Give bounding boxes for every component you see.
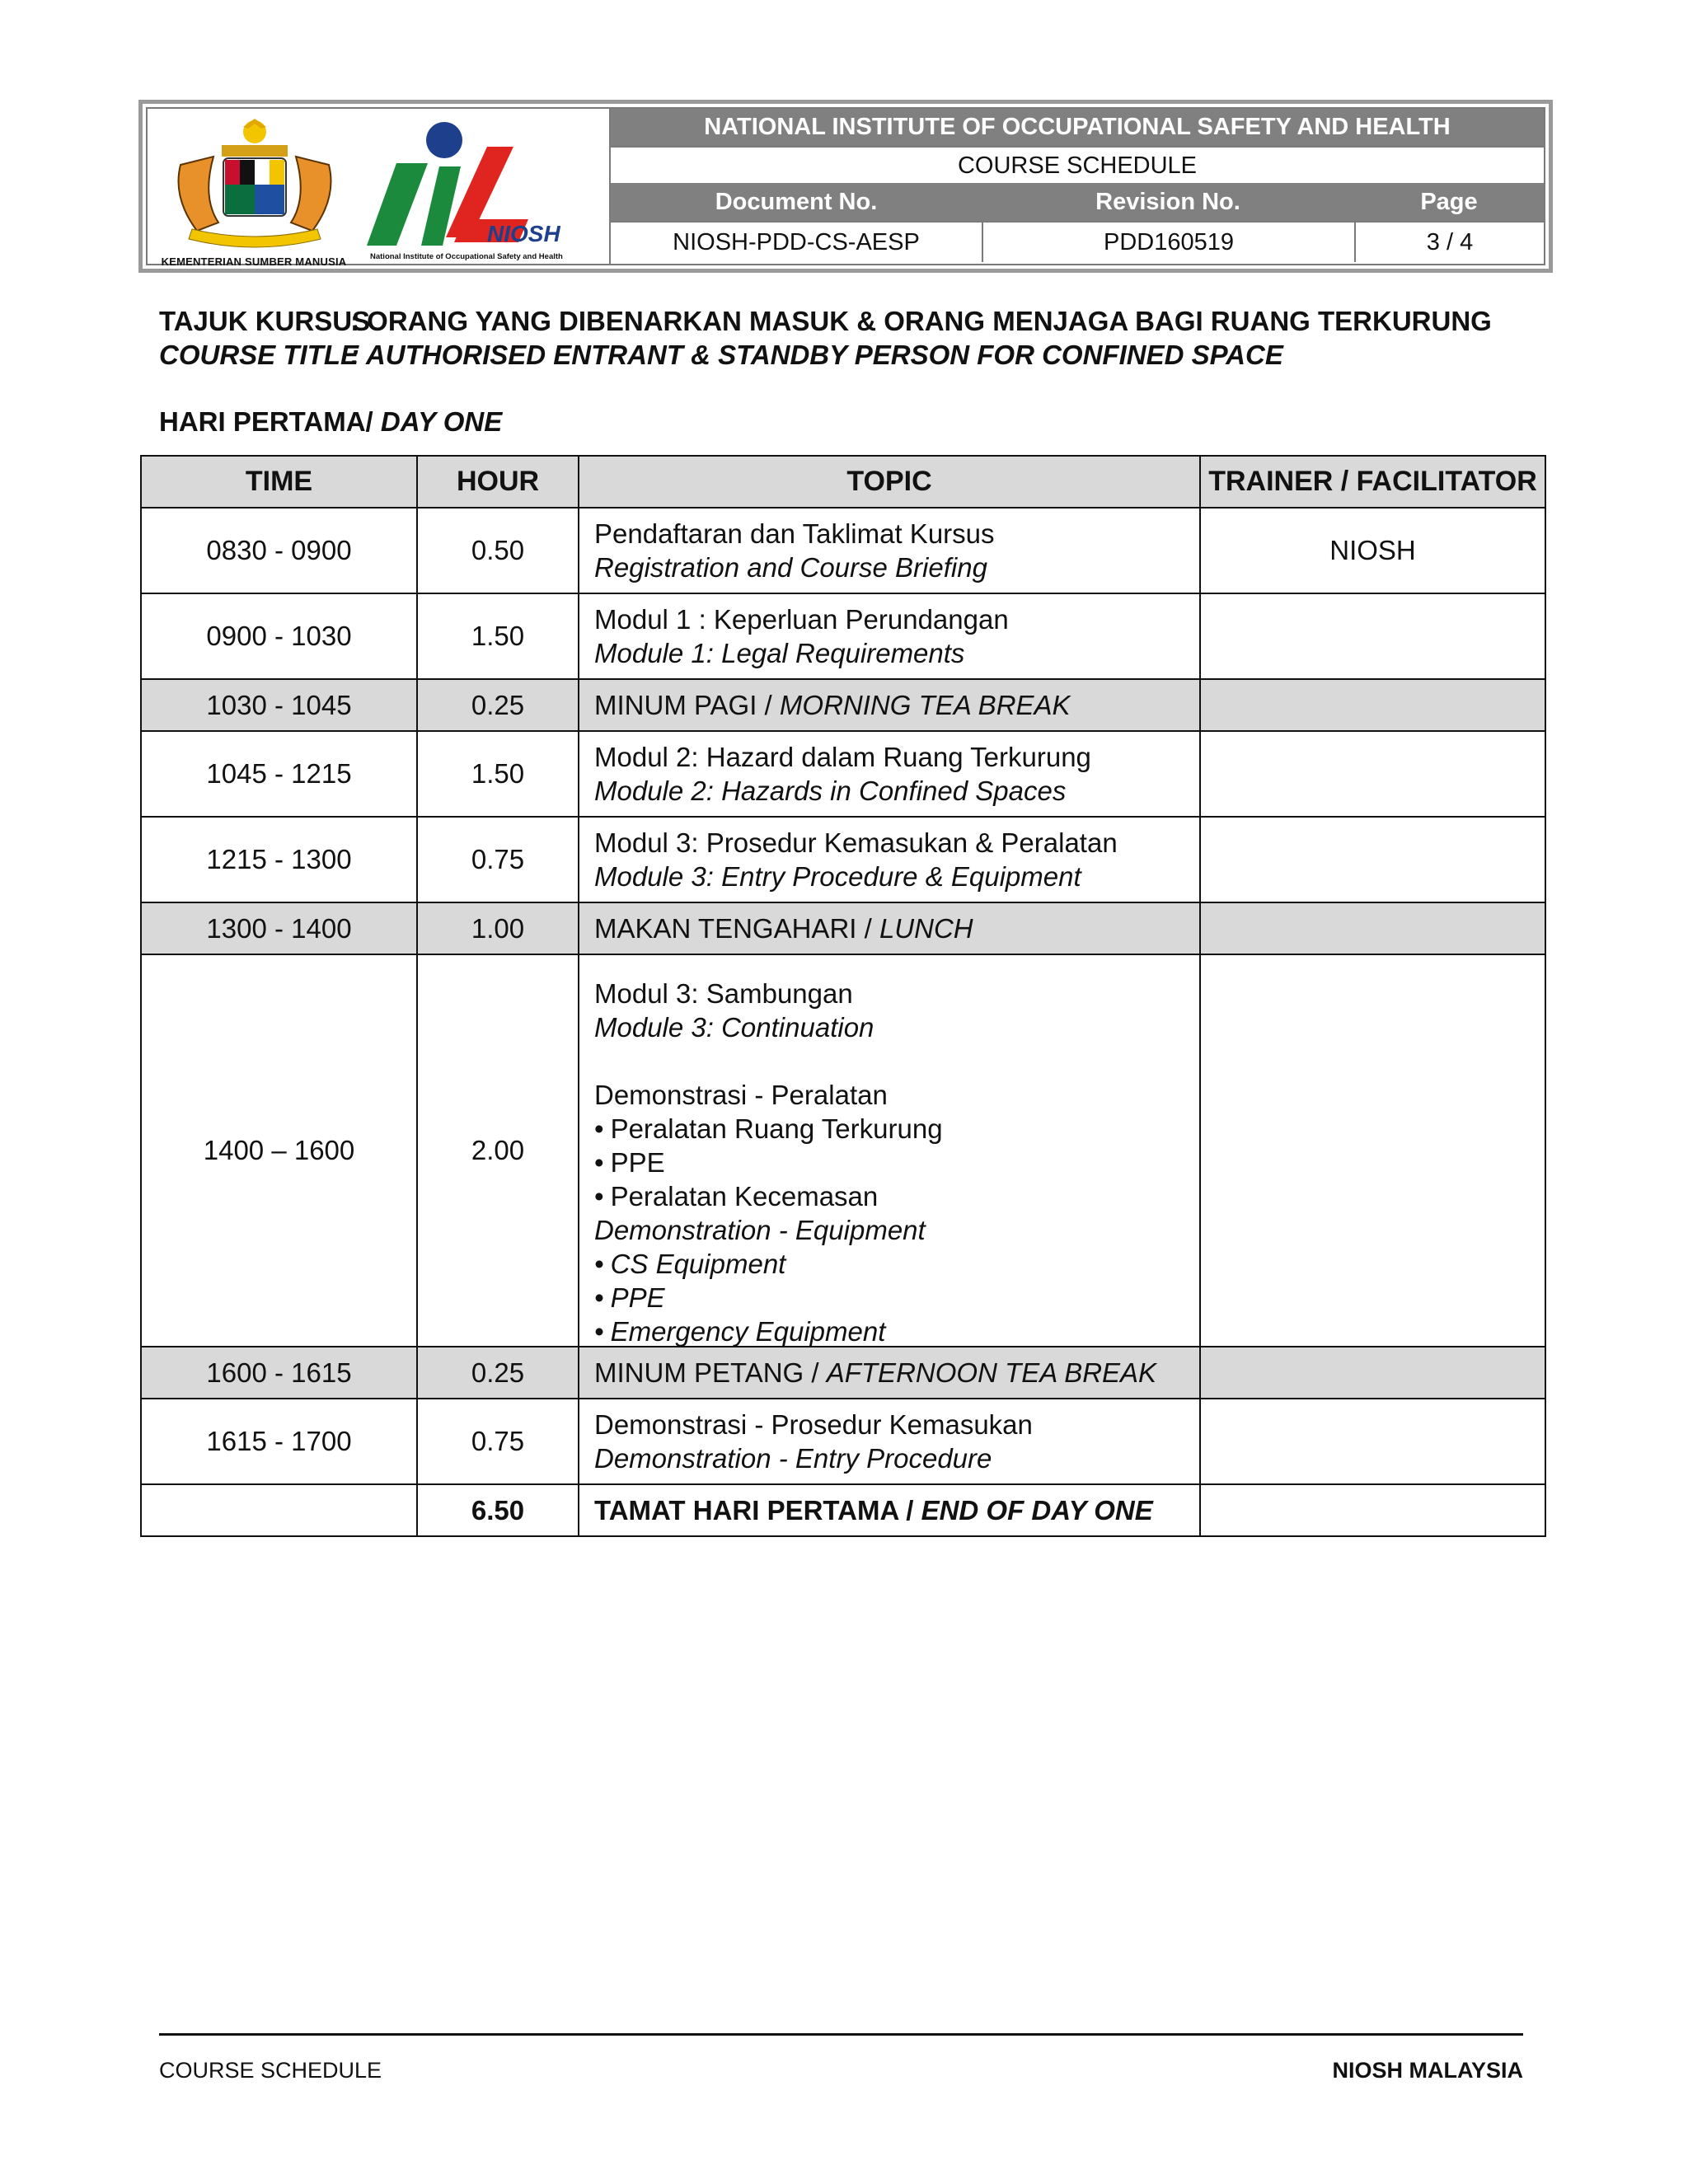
page-label: Page — [1420, 188, 1478, 215]
control-value-row — [611, 221, 1544, 262]
topic-cell — [578, 1347, 1199, 1398]
demo-my-item: • PPE — [594, 1146, 943, 1179]
topic-cell — [578, 955, 1199, 1346]
time-cell: 0900 - 1030 — [206, 621, 352, 651]
table-row-break — [142, 678, 1545, 730]
time-cell: 1300 - 1400 — [206, 912, 352, 944]
time-cell: 1600 - 1615 — [206, 1357, 352, 1388]
topic-my: MINUM PETANG / — [594, 1357, 827, 1388]
topic-cell — [578, 680, 1199, 730]
day-heading-en: DAY ONE — [380, 406, 503, 437]
topic-cell — [578, 594, 1199, 678]
footer-left: COURSE SCHEDULE — [159, 2058, 382, 2083]
demo-en-heading: Demonstration - Equipment — [594, 1215, 926, 1245]
trainer-cell — [1199, 903, 1545, 954]
day-heading-my: HARI PERTAMA/ — [159, 406, 381, 437]
table-header-row — [142, 457, 1545, 507]
topic-en: Demonstration - Entry Procedure — [594, 1443, 992, 1474]
topic-my: MINUM PAGI / — [594, 689, 780, 720]
table-row — [142, 730, 1545, 816]
hour-cell: 0.75 — [416, 1399, 578, 1483]
topic-cell — [578, 1399, 1199, 1483]
trainer-cell: NIOSH — [1199, 509, 1545, 593]
topic-en: Module 3: Entry Procedure & Equipment — [594, 861, 1081, 892]
trainer-cell — [1199, 680, 1545, 730]
table-total-row — [142, 1483, 1545, 1535]
total-time-cell — [142, 1485, 416, 1535]
demo-my-item: • Peralatan Ruang Terkurung — [594, 1112, 943, 1146]
topic-my: Pendaftaran dan Taklimat Kursus — [594, 518, 995, 549]
trainer-cell — [1199, 818, 1545, 902]
topic-en: AFTERNOON TEA BREAK — [826, 1357, 1157, 1388]
topic-en: Registration and Course Briefing — [594, 552, 987, 583]
logo-area — [148, 109, 609, 268]
topic-en: Module 2: Hazards in Confined Spaces — [594, 776, 1067, 806]
topic-my: Modul 3: Prosedur Kemasukan & Peralatan — [594, 827, 1118, 858]
topic-en: LUNCH — [879, 912, 973, 944]
total-topic-cell — [578, 1485, 1199, 1535]
hour-cell: 2.00 — [416, 955, 578, 1346]
hour-cell: 0.75 — [416, 818, 578, 902]
topic-cell — [578, 903, 1199, 954]
topic-en: Module 1: Legal Requirements — [594, 638, 965, 668]
trainer-cell — [1199, 1399, 1545, 1483]
time-cell: 1215 - 1300 — [206, 844, 352, 874]
page-value: 3 / 4 — [1354, 223, 1544, 262]
topic-my: MAKAN TENGAHARI / — [594, 912, 879, 944]
coat-of-arms-logo — [164, 115, 345, 257]
demo-my-item: • Peralatan Kecemasan — [594, 1179, 943, 1213]
table-row-break — [142, 902, 1545, 954]
time-cell: 1400 – 1600 — [203, 1135, 355, 1165]
hour-cell: 1.00 — [416, 903, 578, 954]
topic-my: Modul 1 : Keperluan Perundangan — [594, 604, 1009, 635]
hour-cell: 0.25 — [416, 1347, 578, 1398]
institute-name-text: NATIONAL INSTITUTE OF OCCUPATIONAL SAFETY AND HEALTH — [704, 114, 1451, 140]
total-topic-my: TAMAT HARI PERTAMA / — [594, 1494, 921, 1526]
table-row — [142, 593, 1545, 678]
footer-divider — [159, 2033, 1523, 2036]
demo-en-item: • CS Equipment — [594, 1247, 943, 1281]
course-label-my: TAJUK KURSUS — [159, 306, 371, 336]
course-title-en — [159, 340, 1283, 371]
time-cell: 1030 - 1045 — [206, 689, 352, 720]
document-type-text: COURSE SCHEDULE — [957, 152, 1198, 179]
header-time: TIME — [245, 466, 313, 497]
topic-my: Modul 2: Hazard dalam Ruang Terkurung — [594, 742, 1091, 772]
institute-name — [611, 109, 1544, 146]
time-cell: 0830 - 0900 — [206, 535, 352, 565]
trainer-cell — [1199, 732, 1545, 816]
schedule-table — [140, 455, 1546, 1537]
table-row — [142, 816, 1545, 902]
document-control-table — [609, 109, 1544, 264]
trainer-cell — [1199, 1347, 1545, 1398]
table-row-break — [142, 1346, 1545, 1398]
trainer-cell — [1199, 594, 1545, 678]
table-row — [142, 507, 1545, 593]
footer-right: NIOSH MALAYSIA — [1332, 2058, 1523, 2083]
rev-no-label: Revision No. — [1095, 188, 1240, 215]
topic-cell — [578, 732, 1199, 816]
hour-cell: 1.50 — [416, 732, 578, 816]
demo-my-heading: Demonstrasi - Peralatan — [594, 1080, 888, 1110]
control-header-row — [611, 183, 1544, 221]
table-row — [142, 1398, 1545, 1483]
topic-en: MORNING TEA BREAK — [779, 689, 1071, 720]
topic-en: Module 3: Continuation — [594, 1012, 874, 1043]
hour-cell: 0.25 — [416, 680, 578, 730]
course-title-my — [159, 306, 1492, 337]
trainer-cell — [1199, 955, 1545, 1346]
doc-no-value: NIOSH-PDD-CS-AESP — [673, 228, 920, 255]
topic-cell — [578, 818, 1199, 902]
total-hour-cell: 6.50 — [416, 1485, 578, 1535]
time-cell: 1045 - 1215 — [206, 758, 352, 789]
demo-en-item: • PPE — [594, 1281, 943, 1315]
header-trainer: TRAINER / FACILITATOR — [1199, 457, 1545, 507]
table-row — [142, 954, 1545, 1346]
time-cell: 1615 - 1700 — [206, 1426, 352, 1456]
course-title-en-text: : AUTHORISED ENTRANT & STANDBY PERSON FOR CONFINED SPACE — [350, 340, 1283, 370]
total-trainer-cell — [1199, 1485, 1545, 1535]
course-title-my-text: : ORANG YANG DIBENARKAN MASUK & ORANG MENJAGA BAGI RUANG TERKURUNG — [350, 306, 1492, 336]
rev-no-value: PDD160519 — [982, 223, 1354, 262]
doc-no-label: Document No. — [715, 188, 878, 215]
topic-my: Demonstrasi - Prosedur Kemasukan — [594, 1409, 1033, 1440]
header-hour: HOUR — [416, 457, 578, 507]
hour-cell: 0.50 — [416, 509, 578, 593]
day-heading — [159, 406, 502, 438]
topic-my: Modul 3: Sambungan — [594, 978, 853, 1009]
niosh-wordmark: NIOSH — [487, 221, 560, 246]
document-header — [138, 100, 1553, 273]
total-topic-en: END OF DAY ONE — [921, 1494, 1153, 1526]
header-topic: TOPIC — [578, 457, 1199, 507]
hour-cell: 1.50 — [416, 594, 578, 678]
niosh-subtitle: National Institute of Occupational Safety and Health — [370, 252, 563, 261]
niosh-logo — [363, 114, 599, 264]
document-type — [611, 146, 1544, 185]
topic-cell — [578, 509, 1199, 593]
demo-en-item: • Emergency Equipment — [594, 1315, 943, 1348]
course-label-en: COURSE TITLE — [159, 340, 359, 370]
ministry-name: KEMENTERIAN SUMBER MANUSIA — [161, 255, 347, 268]
